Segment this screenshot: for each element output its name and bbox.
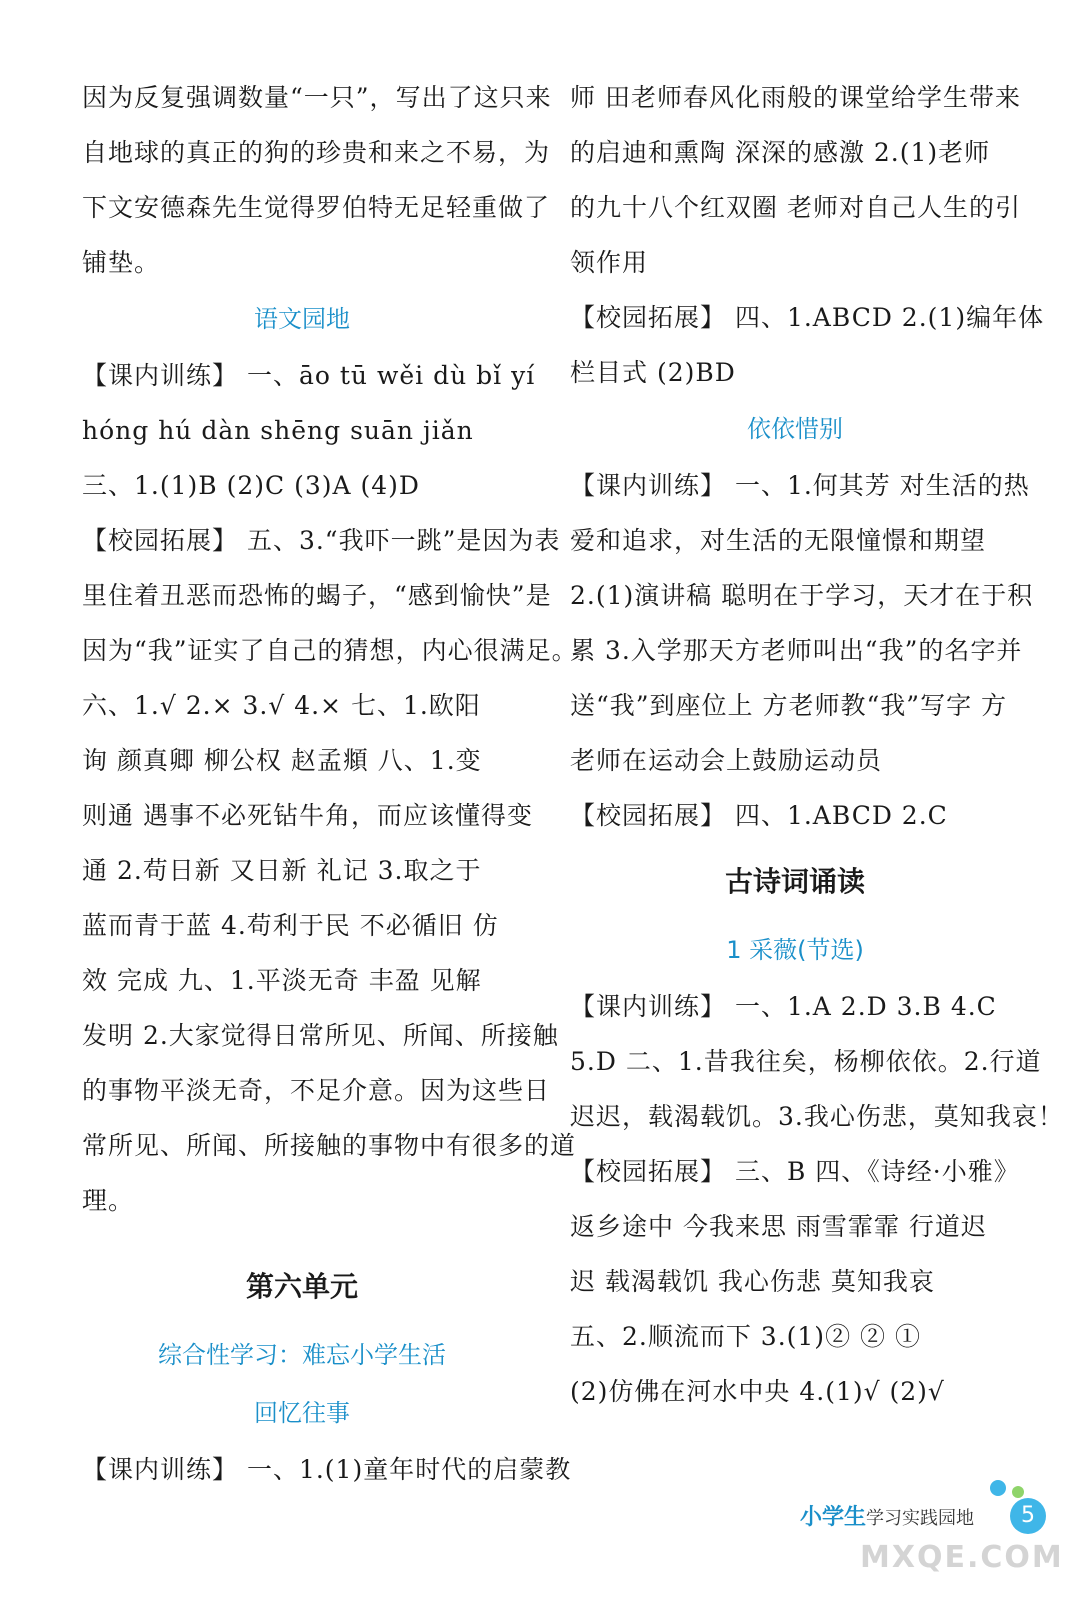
text-line: hóng hú dàn shēng suān jiǎn (82, 416, 474, 445)
spacer (82, 1228, 522, 1248)
text-line: 【校园拓展】 三、B 四、《诗经·小雅》 (570, 1157, 1020, 1186)
decor-dot-icon (1012, 1486, 1024, 1498)
text-line: 【校园拓展】 四、1.ABCD 2.C (570, 801, 948, 830)
text-line: 累 3.入学那天方老师叫出“我”的名字并 (570, 636, 1023, 665)
text-line: 五、2.顺流而下 3.(1)② ② ① (570, 1322, 921, 1351)
page-number: 5 (1010, 1498, 1046, 1534)
text-line: 铺垫。 (82, 248, 161, 277)
text-line: 5.D 二、1.昔我往矣，杨柳依依。2.行道 (570, 1047, 1042, 1076)
text-line: 则通 遇事不必死钻牛角，而应该懂得变 (82, 801, 533, 830)
text-line: 下文安德森先生觉得罗伯特无足轻重做了 (82, 193, 551, 222)
decor-dot-icon (990, 1480, 1006, 1496)
brand-subtitle: 学习实践园地 (866, 1508, 975, 1529)
section-heading: 语文园地 (254, 305, 350, 333)
text-line: 询 颜真卿 柳公权 赵孟頫 八、1.变 (82, 746, 482, 775)
text-line: 发明 2.大家觉得日常所见、所闻、所接触 (82, 1021, 559, 1050)
text-line: 的启迪和熏陶 深深的感激 2.(1)老师 (570, 138, 991, 167)
section-heading: 回忆往事 (254, 1399, 350, 1427)
section-heading: 综合性学习：难忘小学生活 (158, 1341, 446, 1369)
text-line: 【课内训练】 一、1.A 2.D 3.B 4.C (570, 992, 997, 1021)
unit-title: 第六单元 (245, 1270, 358, 1303)
left-column (82, 70, 578, 1497)
text-line: 六、1.√ 2.× 3.√ 4.× 七、1.欧阳 (82, 691, 481, 720)
footer-brand (800, 1500, 974, 1531)
text-line: (2)仿佛在河水中央 4.(1)√ (2)√ (570, 1377, 945, 1406)
text-line: 的九十八个红双圈 老师对自己人生的引 (570, 193, 1021, 222)
section-heading: 1 采薇(节选) (726, 936, 864, 964)
text-line: 【校园拓展】 五、3.“我吓一跳”是因为表 (82, 526, 561, 555)
text-line: 爱和追求，对生活的无限憧憬和期望 (570, 526, 987, 555)
text-line: 送“我”到座位上 方老师教“我”写字 方 (570, 691, 1008, 720)
text-line: 因为反复强调数量“一只”，写出了这只来 (82, 83, 552, 112)
unit-title: 古诗词诵读 (724, 865, 865, 898)
text-line: 返乡途中 今我来思 雨雪霏霏 行道迟 (570, 1212, 987, 1241)
text-line: 【课内训练】 一、āo tū wěi dù bǐ yí (82, 361, 536, 390)
text-line: 的事物平淡无奇，不足介意。因为这些日 (82, 1076, 551, 1105)
text-line: 三、1.(1)B (2)C (3)A (4)D (82, 471, 420, 500)
text-line: 通 2.苟日新 又日新 礼记 3.取之于 (82, 856, 482, 885)
watermark: MXQE.COM (860, 1540, 1064, 1575)
text-line: 【校园拓展】 四、1.ABCD 2.(1)编年体 (570, 303, 1045, 332)
text-line: 常所见、所闻、所接触的事物中有很多的道 (82, 1131, 577, 1160)
text-line: 师 田老师春风化雨般的课堂给学生带来 (570, 83, 1021, 112)
text-line: 里住着丑恶而恐怖的蝎子，“感到愉快”是 (82, 581, 552, 610)
brand-name: 小学生 (800, 1505, 867, 1530)
right-column (570, 70, 1064, 1419)
text-line: 迟 载渴载饥 我心伤悲 莫知我哀 (570, 1267, 935, 1296)
section-heading: 依依惜别 (747, 415, 843, 443)
text-line: 栏目式 (2)BD (570, 358, 736, 387)
text-line: 2.(1)演讲稿 聪明在于学习，天才在于积 (570, 581, 1034, 610)
text-line: 理。 (82, 1186, 135, 1215)
text-line: 效 完成 九、1.平淡无奇 丰盈 见解 (82, 966, 482, 995)
text-line: 老师在运动会上鼓励运动员 (570, 746, 883, 775)
text-line: 【课内训练】 一、1.(1)童年时代的启蒙教 (82, 1455, 572, 1484)
text-line: 蓝而青于蓝 4.苟利于民 不必循旧 仿 (82, 911, 499, 940)
text-line: 自地球的真正的狗的珍贵和来之不易，为 (82, 138, 551, 167)
text-line: 迟迟，载渴载饥。3.我心伤悲，莫知我哀！ (570, 1102, 1064, 1131)
text-line: 因为“我”证实了自己的猜想，内心很满足。 (82, 636, 578, 665)
text-line: 领作用 (570, 248, 649, 277)
text-line: 【课内训练】 一、1.何其芳 对生活的热 (570, 471, 1030, 500)
